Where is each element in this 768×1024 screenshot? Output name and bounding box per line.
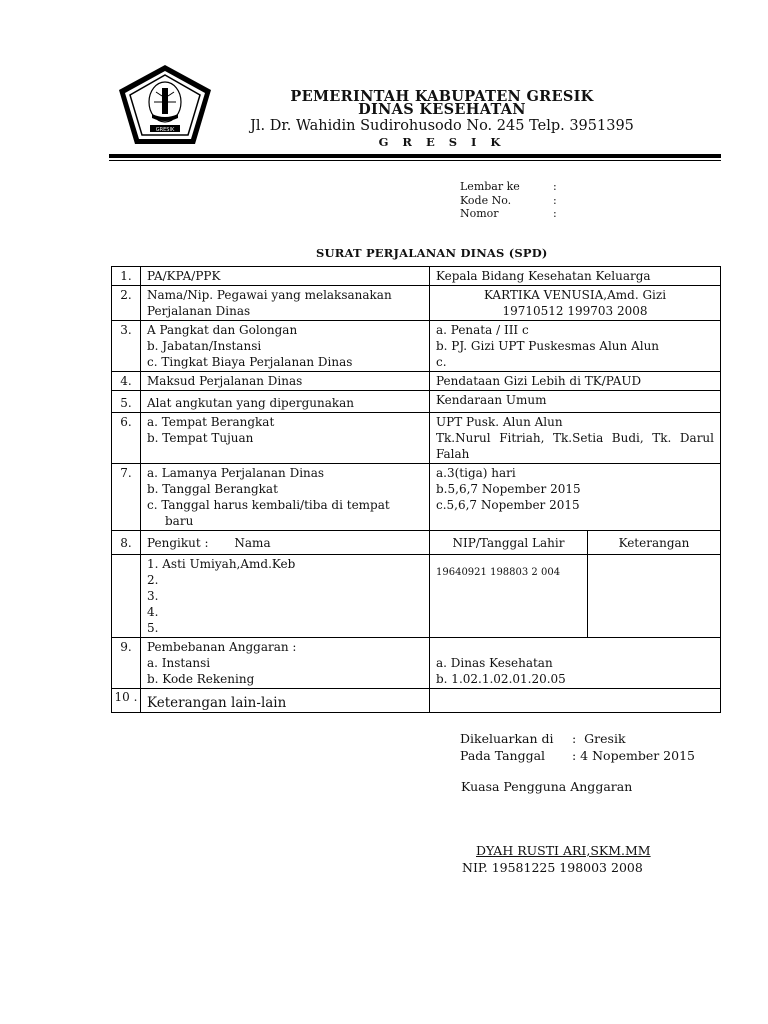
- row-label: [141, 531, 430, 555]
- issued-date: [460, 748, 695, 763]
- row-value: [430, 321, 721, 372]
- date-label: Pada Tanggal: [460, 748, 546, 763]
- employee-nip: 19710512 199703 2008: [502, 304, 648, 318]
- row-number: 7.: [112, 464, 141, 531]
- date-value: : 4 Nopember 2015: [572, 748, 695, 763]
- row-value: [430, 413, 721, 464]
- table-row: [112, 372, 721, 391]
- row-label: Alat angkutan yang dipergunakan: [141, 391, 430, 413]
- row-value-line: c.: [436, 355, 447, 369]
- list-item: 4.: [147, 605, 159, 619]
- table-row: [112, 555, 721, 638]
- row-label-line: a. Tempat Berangkat: [147, 415, 275, 429]
- row-number: 8.: [112, 531, 141, 555]
- meta-row: [460, 207, 557, 221]
- row-label-line: a. Instansi: [147, 656, 211, 670]
- row-label: [141, 464, 430, 531]
- table-row: [112, 531, 721, 555]
- meta-label: Nomor: [460, 207, 499, 220]
- row-value: Pendataan Gizi Lebih di TK/PAUD: [430, 372, 721, 391]
- document-meta: [460, 180, 557, 221]
- table-row: [112, 638, 721, 689]
- row-label: Keterangan lain-lain: [141, 689, 430, 713]
- gresik-emblem-logo: [116, 62, 214, 146]
- issued-at: [460, 731, 626, 746]
- signer-name: DYAH RUSTI ARI,SKM.MM: [476, 843, 651, 858]
- table-row: [112, 391, 721, 413]
- followers-label: Pengikut :: [147, 536, 209, 550]
- header-city: G R E S I K: [378, 135, 506, 149]
- list-item: 3.: [147, 589, 159, 603]
- row-number: [112, 555, 141, 638]
- table-row: [112, 267, 721, 286]
- follower-notes: [588, 555, 721, 638]
- row-label-line: b. Kode Rekening: [147, 672, 255, 686]
- row-label: Maksud Perjalanan Dinas: [141, 372, 430, 391]
- row-number: 9.: [112, 638, 141, 689]
- row-number: 4.: [112, 372, 141, 391]
- header-government: PEMERINTAH KABUPATEN GRESIK: [290, 88, 594, 105]
- row-label: Nama/Nip. Pegawai yang melaksanakan Perjalanan Dinas: [141, 286, 430, 321]
- svg-text:GRESIK: GRESIK: [155, 127, 175, 133]
- row-label-line: c. Tingkat Biaya Perjalanan Dinas: [147, 355, 353, 369]
- row-label-line: A Pangkat dan Golongan: [147, 323, 298, 337]
- row-number: 10 .: [112, 689, 141, 713]
- row-label: [141, 413, 430, 464]
- followers-list: [141, 555, 430, 638]
- notes-column-header: Keterangan: [588, 531, 721, 555]
- row-label: PA/KPA/PPK: [141, 267, 430, 286]
- header-divider-thin: [109, 160, 721, 161]
- meta-row: [460, 180, 557, 194]
- document-title: SURAT PERJALANAN DINAS (SPD): [316, 246, 548, 260]
- row-label-line: Pembebanan Anggaran :: [147, 640, 297, 654]
- row-label: [141, 638, 430, 689]
- table-row: [112, 413, 721, 464]
- row-value: [430, 638, 721, 689]
- table-row: [112, 689, 721, 713]
- row-value-line: b. PJ. Gizi UPT Puskesmas Alun Alun: [436, 339, 660, 353]
- row-value: Kendaraan Umum: [430, 391, 721, 413]
- table-row: [112, 286, 721, 321]
- row-label-line: baru: [165, 514, 194, 528]
- issued-sep: :: [572, 731, 577, 746]
- issued-label: Dikeluarkan di: [460, 731, 554, 746]
- row-number: 2.: [112, 286, 141, 321]
- issued-value: Gresik: [584, 731, 626, 746]
- meta-sep: :: [553, 193, 557, 207]
- row-value: Kepala Bidang Kesehatan Keluarga: [430, 267, 721, 286]
- follower-nip: 19640921 198803 2 004: [430, 555, 588, 638]
- row-value-line: b.5,6,7 Nopember 2015: [436, 482, 581, 496]
- list-item: 2.: [147, 573, 159, 587]
- list-item: 5.: [147, 621, 159, 635]
- row-value-line: a.3(tiga) hari: [436, 466, 516, 480]
- meta-sep: :: [553, 207, 557, 220]
- row-value: [430, 286, 721, 321]
- row-label-line: b. Jabatan/Instansi: [147, 339, 262, 353]
- meta-sep: :: [553, 180, 557, 193]
- nip-column-header: NIP/Tanggal Lahir: [430, 531, 588, 555]
- row-label-line: b. Tanggal Berangkat: [147, 482, 278, 496]
- name-column-header: Nama: [234, 536, 271, 550]
- spd-table: [111, 266, 721, 713]
- row-value-line: b. 1.02.1.02.01.20.05: [436, 672, 566, 686]
- table-row: [112, 321, 721, 372]
- row-value: [430, 689, 721, 713]
- row-value-line: Tk.Nurul Fitriah, Tk.Setia Budi, Tk. Darul Falah: [436, 431, 714, 461]
- employee-name: KARTIKA VENUSIA,Amd. Gizi: [483, 288, 667, 302]
- signer-role: Kuasa Pengguna Anggaran: [461, 779, 633, 794]
- meta-label: Lembar ke: [460, 180, 520, 193]
- row-number: 5.: [112, 391, 141, 413]
- row-number: 6.: [112, 413, 141, 464]
- row-value-line: a. Penata / III c: [436, 323, 529, 337]
- meta-label: Kode No.: [460, 193, 512, 207]
- header-divider-thick: [109, 154, 721, 158]
- row-label: [141, 321, 430, 372]
- row-number: 3.: [112, 321, 141, 372]
- header-address: Jl. Dr. Wahidin Sudirohusodo No. 245 Telp. 3951395: [250, 118, 634, 134]
- row-value: [430, 464, 721, 531]
- header-department: DINAS KESEHATAN: [358, 101, 526, 118]
- row-value-line: UPT Pusk. Alun Alun: [436, 415, 563, 429]
- row-number: 1.: [112, 267, 141, 286]
- table-row: [112, 464, 721, 531]
- row-label-line: c. Tanggal harus kembali/tiba di tempat: [147, 498, 390, 512]
- row-value-line: c.5,6,7 Nopember 2015: [436, 498, 580, 512]
- row-label-line: b. Tempat Tujuan: [147, 431, 254, 445]
- row-value-line: a. Dinas Kesehatan: [436, 656, 553, 670]
- signer-nip: NIP. 19581225 198003 2008: [462, 860, 643, 875]
- meta-row: [460, 194, 557, 208]
- row-label-line: a. Lamanya Perjalanan Dinas: [147, 466, 325, 480]
- list-item: 1. Asti Umiyah,Amd.Keb: [147, 557, 296, 571]
